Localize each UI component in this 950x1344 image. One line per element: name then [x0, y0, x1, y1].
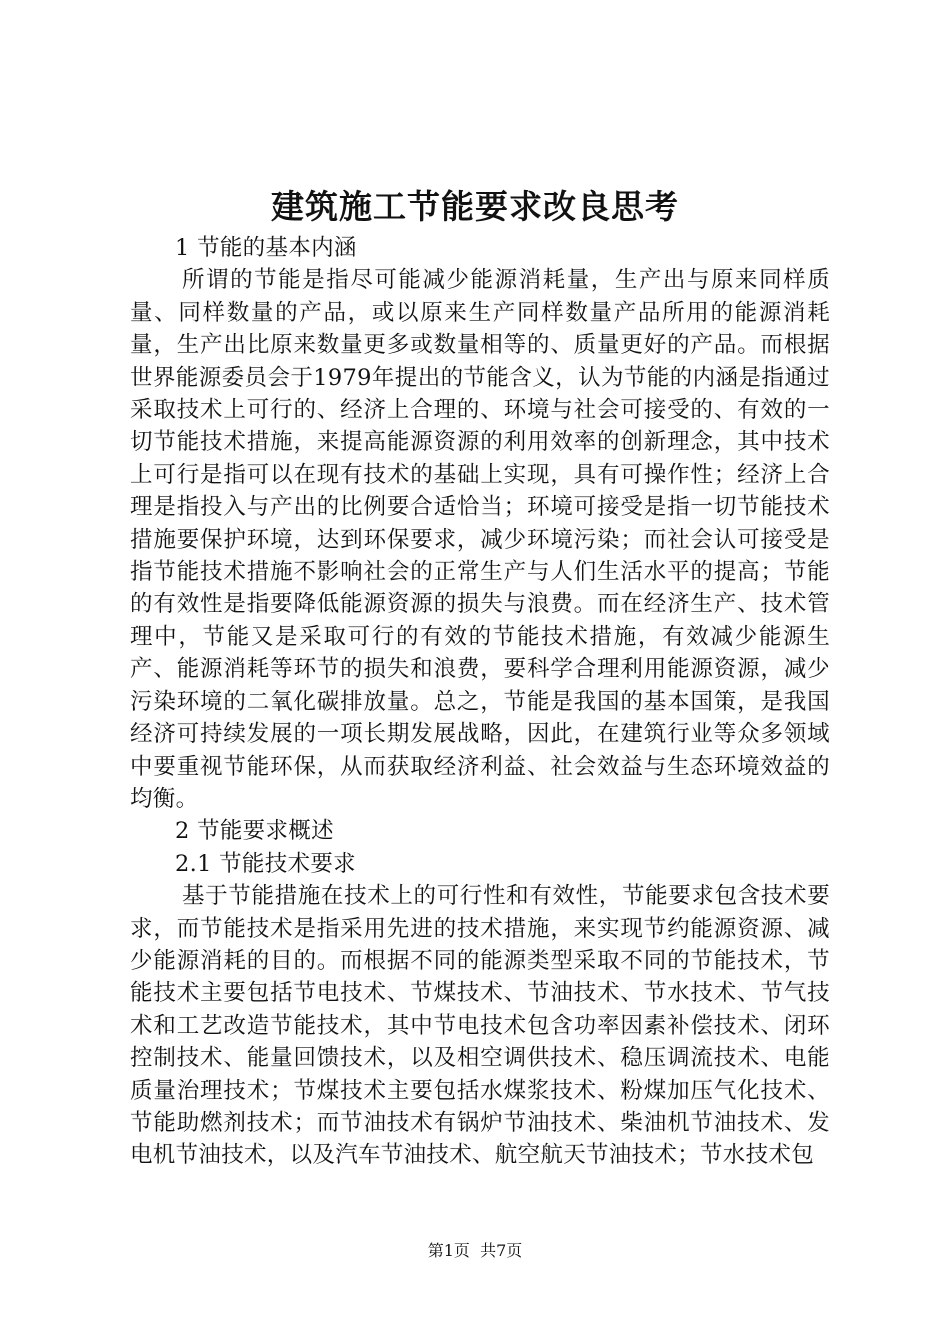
paragraph-1: 所谓的节能是指尽可能减少能源消耗量，生产出与原来同样质量、同样数量的产品，或以原来生产同样数量产品所用的能源消耗量，生产出比原来数量更多或数量相等的、质量更好的产品。而根据世界能源委员会于1979年提出的节能含义，认为节能的内涵是指通过采取技术上可行的、经济上合理的、环境与社会可接受的、有效的一切节能技术措施，来提高能源资源的利用效率的创新理念，其中技术上可行是指可以在现有技术的基础上实现，具有可操作性；经济上合理是指投入与产出的比例要合适恰当；环境可接受是指一切节能技术措施要保护环境，达到环保要求，减少环境污染；而社会认可接受是指节能技术措施不影响社会的正常生产与人们生活水平的提高；节能的有效性是指要降低能源资源的损失与浪费。而在经济生产、技术管理中，节能又是采取可行的有效的节能技术措施，有效减少能源生产、能源消耗等环节的损失和浪费，要科学合理利用能源资源，减少污染环境的二氧化碳排放量。总之，节能是我国的基本国策，是我国经济可持续发展的一项长期发展战略，因此，在建筑行业等众多领域中要重视节能环保，从而获取经济利益、社会效益与生态环境效益的均衡。 [130, 267, 830, 812]
paragraph-2: 基于节能措施在技术上的可行性和有效性，节能要求包含技术要求，而节能技术是指采用先进的技术措施，来实现节约能源资源、减少能源消耗的目的。而根据不同的能源类型采取不同的节能技术，节能技术主要包括节电技术、节煤技术、节油技术、节水技术、节气技术和工艺改造节能技术，其中节电技术包含功率因素补偿技术、闭环控制技术、能量回馈技术，以及相空调供技术、稳压调流技术、电能质量治理技术；节煤技术主要包括水煤浆技术、粉煤加压气化技术、节能助燃剂技术；而节油技术有锅炉节油技术、柴油机节油技术、发电机节油技术，以及汽车节油技术、航空航天节油技术；节水技术包 [130, 883, 830, 1169]
page-total: 共7页 [480, 1241, 523, 1260]
section-heading-2-1: 2.1 节能技术要求 [175, 850, 356, 877]
document-body [130, 232, 830, 1172]
document-title: 建筑施工节能要求改良思考 [271, 187, 679, 226]
section-heading-2: 2 节能要求概述 [175, 818, 334, 845]
page-footer [0, 1240, 950, 1262]
page-number: 第1页 [427, 1241, 470, 1260]
section-heading-1: 1 节能的基本内涵 [175, 235, 357, 261]
